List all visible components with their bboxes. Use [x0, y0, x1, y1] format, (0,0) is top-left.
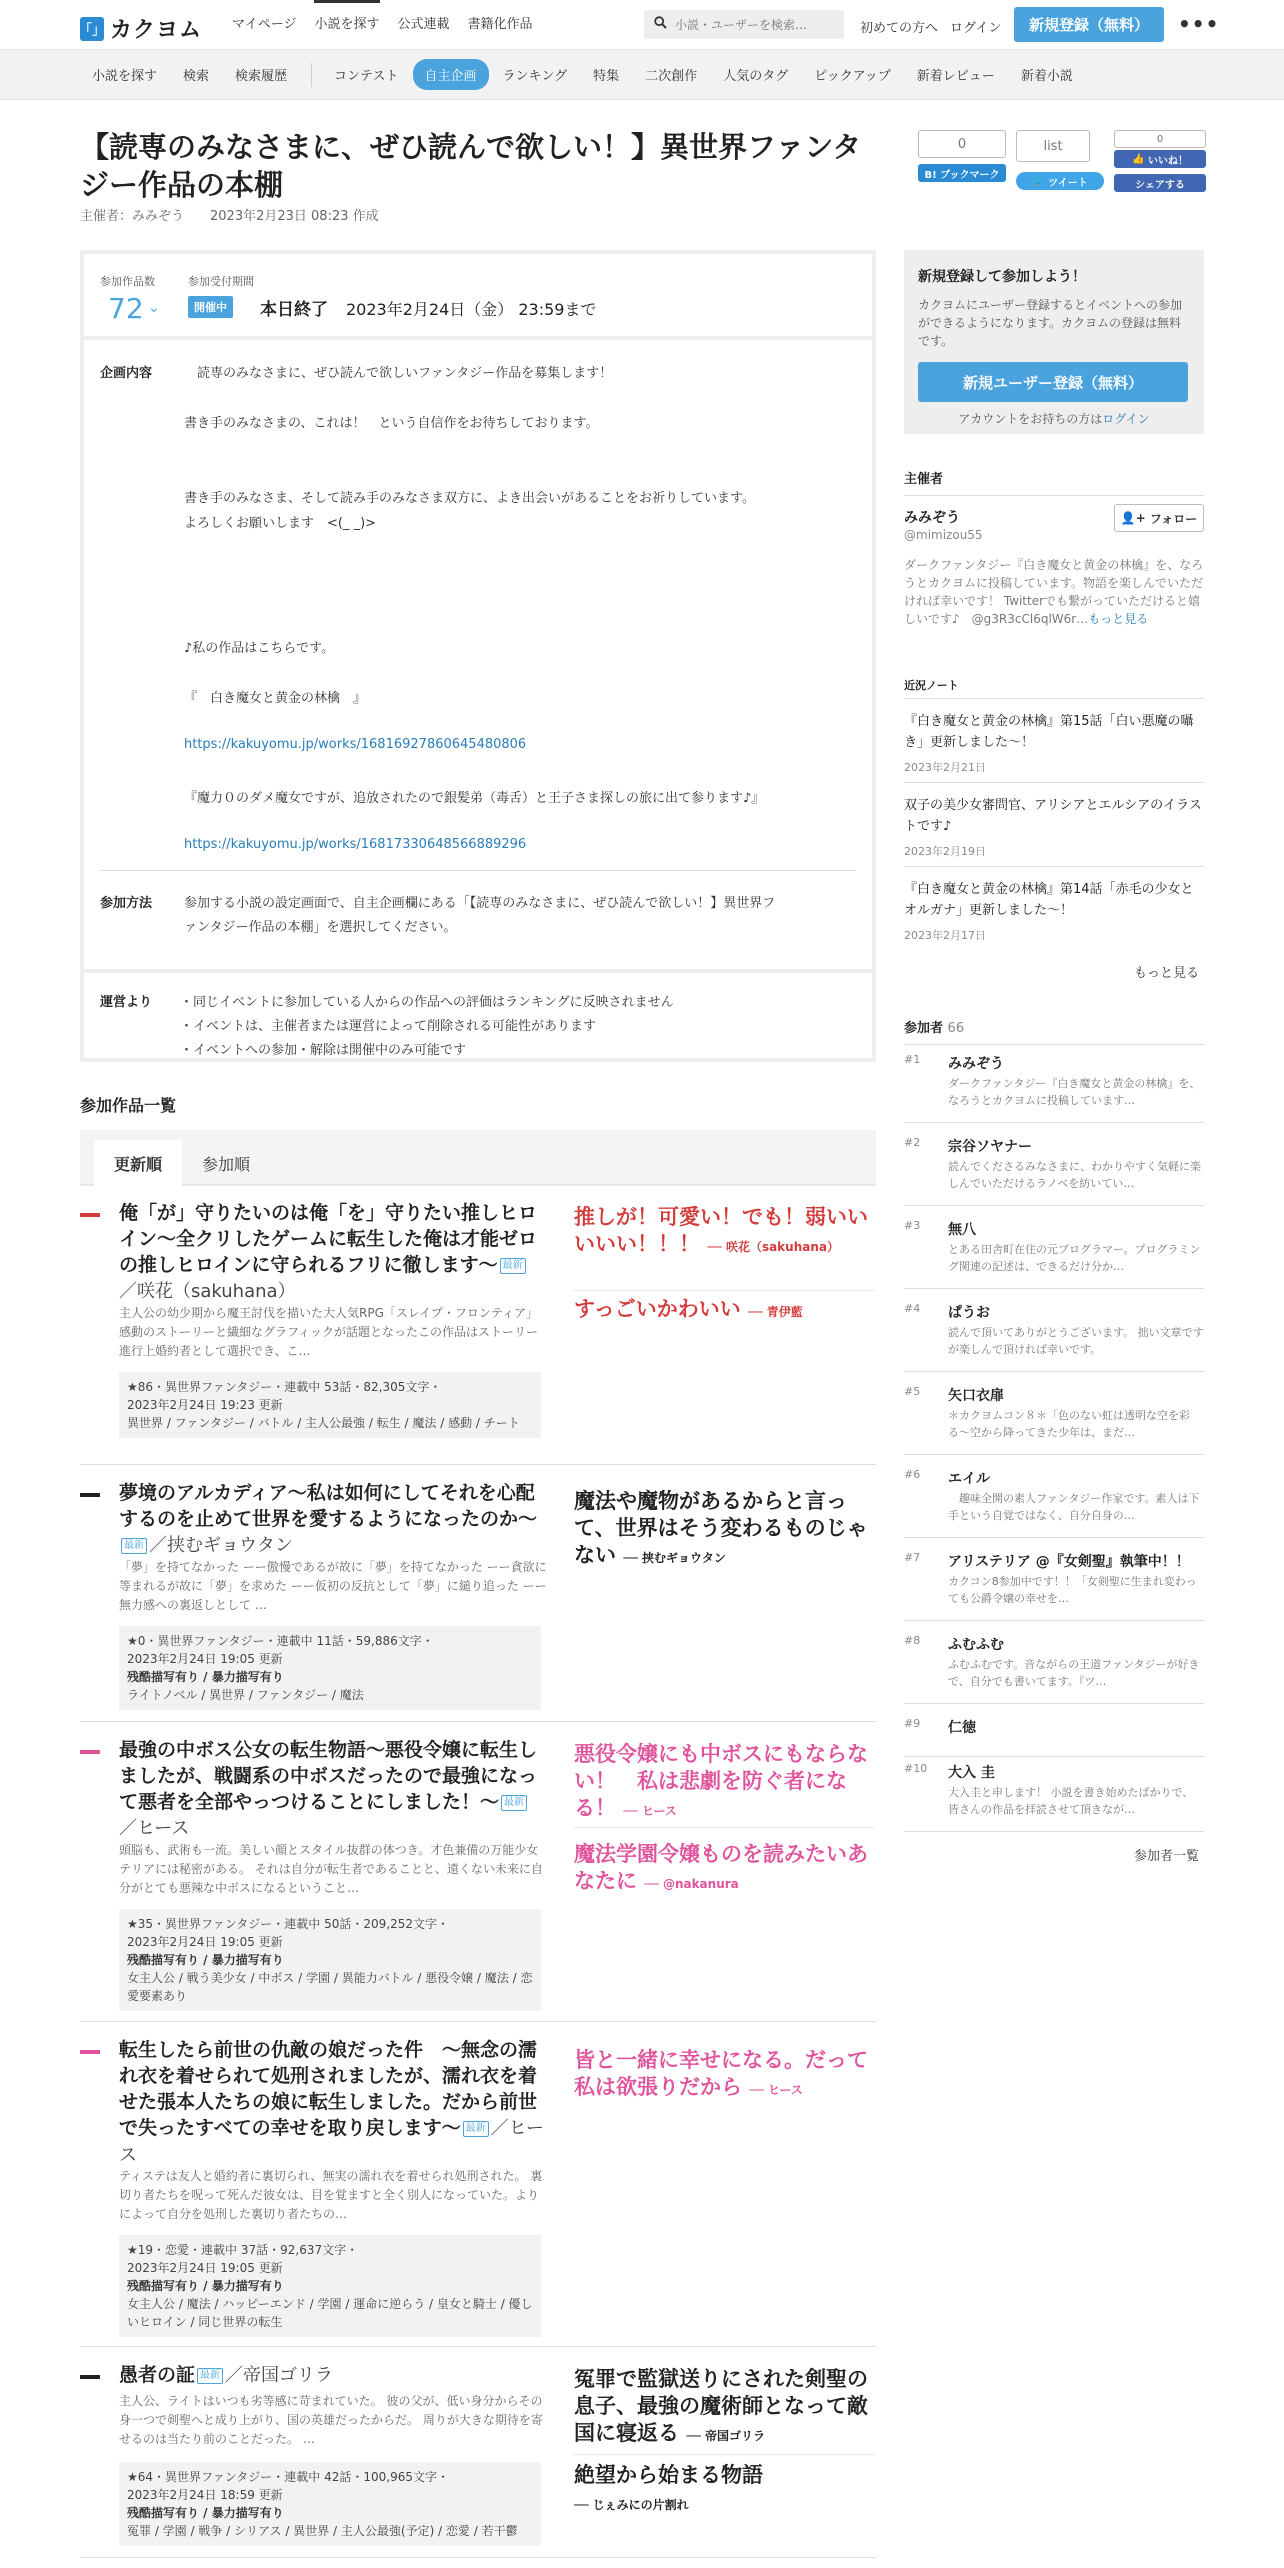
participant-item[interactable]: #1 みみぞう ダークファンタジー『白き魔女と黄金の林檎』を、なろうとカクヨムに投稿しています… — [904, 1053, 1204, 1123]
follow-button[interactable] — [1114, 504, 1204, 532]
search-input[interactable] — [675, 18, 825, 32]
work-meta: ★19・恋愛・連載中 37話・92,637文字・ 2023年2月24日 19:05 更新 残酷描写有り / 暴力描写有り 女主人公 / 魔法 / ハッピーエンド / 学園 / 運命に逆らう / 皇女と騎士 / 優しいヒロイン / 同じ世界の転生 — [119, 2235, 541, 2337]
review[interactable]: 冤罪で監獄送りにされた剣聖の息子、最強の魔術師となって敵国に寝返る ── 帝国ゴリラ — [574, 2367, 868, 2445]
review[interactable]: 絶望から始まる物語 ── じぇみにの片割れ — [574, 2463, 763, 2512]
participant-item[interactable]: #9 仁徳 — [904, 1717, 1204, 1757]
cta-login: アカウントをお持ちの方はログイン — [958, 412, 1150, 426]
participant-item[interactable]: #7 アリステリア @『女剣聖』執筆中！！ カクコン8参加中です！！「女剣聖に生まれ変わっても公爵令嬢の幸せを… — [904, 1551, 1204, 1621]
chevron-down-icon[interactable]: ⌄ — [148, 300, 160, 316]
subnav-find[interactable]: 小説を探す — [92, 69, 158, 84]
work-meta: ★86・異世界ファンタジー・連載中 53話・82,305文字・ 2023年2月24日 19:23 更新 異世界 / ファンタジー / バトル / 主人公最強 / 転生 / 魔法 / 感動 / チート — [119, 1372, 541, 1438]
work-author[interactable]: ／帝国ゴリラ — [225, 2365, 334, 2386]
review-divider — [574, 1290, 874, 1291]
organizer-line: 主催者：みみぞう 2023年2月23日 08:23 作成 — [80, 209, 379, 224]
event-info — [84, 254, 872, 340]
organizer-id: @mimizou55 — [904, 528, 983, 542]
new-badge: 最新 — [121, 1538, 147, 1554]
content-line: 書き手のみなさま、そして読み手のみなさま双方に、よき出会いがあることをお祈りしています。 — [184, 491, 755, 506]
nav-find-novels[interactable]: 小説を探す — [314, 0, 379, 50]
cta-text: カクヨムにユーザー登録するとイベントへの参加ができるようになります。カクヨムの登録は無料です。 — [918, 298, 1183, 348]
work-title[interactable]: 夢境のアルカディア〜私は如何にしてそれを心配するのを止めて世界を愛するようになったのか〜 最新 ／挟むギョウタン — [119, 1482, 538, 1556]
like-count: 0 — [1114, 130, 1206, 148]
work-color-bar — [80, 1750, 100, 1754]
new-badge: 最新 — [501, 1795, 527, 1811]
work-color-bar — [80, 2050, 100, 2054]
review[interactable]: 悪役令嬢にも中ボスにもならない！ 私は悲劇を防ぐ者になる！ ── ヒース — [574, 1742, 868, 1820]
note-line: ・イベントへの参加・解除は開催中のみ可能です — [180, 1043, 467, 1058]
method-line: 参加する小説の設定画面で、自主企画欄にある「【読専のみなさまに、ぜひ読んで欲しい！】異世界フ — [184, 896, 776, 911]
tab-updated[interactable]: 更新順 — [94, 1140, 182, 1186]
subnav-ranking[interactable]: ランキング — [502, 69, 568, 84]
work-item — [80, 1480, 876, 1722]
review-divider — [574, 2454, 874, 2455]
work-tags[interactable]: 女主人公 / 戦う美少女 / 中ボス / 学園 / 異能力バトル / 悪役令嬢 / 魔法 / 恋愛要素あり — [127, 1971, 533, 2003]
organizer-heading: 主催者 — [904, 468, 1204, 496]
global-nav — [232, 0, 551, 50]
subnav-search-history[interactable]: 検索履歴 — [235, 69, 288, 84]
nav-mypage[interactable]: マイページ — [232, 17, 297, 32]
participant-item[interactable]: #5 矢口衣扉 ＊カクヨムコン８＊「色のない虹は透明な空を彩る〜空から降ってきた少年は、まだ… — [904, 1385, 1204, 1455]
tweet-button[interactable] — [1016, 172, 1104, 190]
content-line: 書き手のみなさまの、これは！ という自信作をお待ちしております。 — [184, 416, 599, 431]
note-item[interactable]: 『白き魔女と黄金の林檎』第14話「赤毛の少女とオルガナ」更新しました〜！ 2023年2月17日 — [904, 866, 1204, 943]
review[interactable]: 皆と一緒に幸せになる。だって私は欲張りだから ── ヒース — [574, 2048, 868, 2099]
work-desc: 主人公の幼少期から魔王討伐を描いた大人気RPG「スレイプ・フロンティア」 感動のストーリーと繊細なグラフィックが話題となったこの作品はストーリー進行上婚約者として選択でき、こ… — [119, 1306, 539, 1358]
review[interactable]: 推しが！可愛い！でも！弱いいいいい！！！ ── 咲花（sakuhana） — [574, 1205, 868, 1256]
work-title[interactable]: 愚者の証 最新 ／帝国ゴリラ — [119, 2364, 334, 2386]
note-line: ・イベントは、主催者または運営によって削除される可能性があります — [180, 1019, 597, 1034]
participants-more-link[interactable]: 参加者一覧 — [1134, 1849, 1200, 1864]
work-author[interactable]: ／咲花（sakuhana） — [119, 1281, 296, 1302]
search-box[interactable] — [644, 10, 844, 39]
method-label: 参加方法 — [100, 896, 153, 911]
organizer-desc: ダークファンタジー『白き魔女と黄金の林檎』を、なろうとカクヨムに投稿しています。物語を楽しんでいただければ幸いです！ Twitterでも繋がっていただけると嬉しいです♪ @g3R3cCl6qlW6r…もっと見る — [904, 558, 1204, 626]
work-tags[interactable]: 冤罪 / 学園 / 戦争 / シリアス / 異世界 / 主人公最強(予定) / 恋愛 / 若干鬱 — [127, 2524, 518, 2538]
more-link[interactable]: もっと見る — [1088, 612, 1149, 626]
participant-item[interactable]: #2 宗谷ソヤナー 読んでくださるみなさまに、わかりやすく気軽に楽しんでいただけるラノベを紡いてい… — [904, 1136, 1204, 1206]
bookmark-count: 0 — [918, 130, 1006, 158]
recent-notes-heading: 近況ノート — [904, 679, 959, 692]
subnav-fanfic[interactable]: 二次創作 — [645, 69, 698, 84]
nav-official-serial[interactable]: 公式連載 — [397, 17, 450, 32]
work-title[interactable]: 最強の中ボス公女の転生物語〜悪役令嬢に転生しましたが、戦闘系の中ボスだったので最強になって悪者を全部やっつけることにしました！〜 最新 ／ヒース — [119, 1739, 538, 1839]
work-title[interactable]: 転生したら前世の仇敵の娘だった件 〜無念の濡れ衣を着せられて処刑されましたが、濡れ衣を着せた張本人たちの娘に転生しました。だから前世で失ったすべての幸せを取り戻します〜 最新 ／ヒース — [119, 2039, 544, 2166]
participant-item[interactable]: #6 エイル 趣味全開の素人ファンタジー作家です。素人は下手という自覚ではなく、自分自身の… — [904, 1468, 1204, 1538]
work-meta: ★0・異世界ファンタジー・連載中 11話・59,886文字・ 2023年2月24日 19:05 更新 残酷描写有り / 暴力描写有り ライトノベル / 異世界 / ファンタジー / 魔法 — [119, 1626, 541, 1710]
review[interactable]: 魔法や魔物があるからと言って、世界はそう変わるものじゃない ── 挟むギョウタン — [574, 1489, 868, 1567]
signup-button[interactable]: 新規登録（無料） — [1014, 7, 1164, 42]
work-item — [80, 1737, 876, 2022]
period-label: 参加受付期間 — [188, 275, 254, 288]
event-detail-box — [80, 250, 876, 1062]
work-link[interactable]: https://kakuyomu.jp/works/16817330648566889296 — [184, 837, 527, 852]
global-header — [0, 0, 1284, 50]
content-line: よろしくお願いします <(_ _)> — [184, 516, 377, 531]
work-desc: 「夢」を持てなかった ーー傲慢であるが故に「夢」を持てなかった ーー貪欲に等まれるが故に「夢」を求めた ーー仮初の反抗として「夢」に縋り追った ーー無力感への裏返しとして … — [119, 1560, 547, 1612]
tab-joined[interactable]: 参加順 — [201, 1154, 250, 1174]
works-tabs — [80, 1130, 876, 1186]
login-link[interactable]: ログイン — [950, 21, 1002, 36]
work-color-bar — [80, 1213, 100, 1217]
work-author[interactable]: ／ヒース — [119, 2118, 544, 2166]
note-item[interactable]: 双子の美少女審問官、アリシアとエルシアのイラストです♪ 2023年2月19日 — [904, 782, 1204, 859]
register-button[interactable]: 新規ユーザー登録（無料） — [918, 362, 1188, 402]
share-buttons — [918, 130, 1208, 200]
end-date: 2023年2月24日（金） 23:59まで — [346, 300, 597, 319]
sub-nav — [0, 50, 1284, 100]
note-line: ・同じイベントに参加している人からの作品への評価はランキングに反映されません — [180, 995, 674, 1010]
notes-label: 運営より — [100, 995, 153, 1010]
first-time-link[interactable]: 初めての方へ — [860, 21, 939, 36]
subnav-pickup[interactable]: ピックアップ — [814, 69, 891, 84]
site-logo[interactable] — [80, 13, 202, 44]
subnav-divider — [311, 63, 312, 87]
review[interactable]: すっごいかわいい ── 青伊藍 — [574, 1297, 803, 1321]
subnav-user-events[interactable]: 自主企画 — [413, 59, 489, 90]
subnav-popular-tags[interactable]: 人気のタグ — [723, 69, 789, 84]
works-heading: 参加作品一覧 — [80, 1096, 177, 1115]
cta-login-link[interactable]: ログイン — [1102, 412, 1150, 426]
content-line: ♪私の作品はこちらです。 — [184, 641, 335, 656]
logo-mark: 「」 — [80, 17, 104, 41]
new-badge: 最新 — [463, 2121, 489, 2137]
review-divider — [574, 1827, 874, 1828]
work-meta: ★35・異世界ファンタジー・連載中 50話・209,252文字・ 2023年2月24日 19:05 更新 残酷描写有り / 暴力描写有り 女主人公 / 戦う美少女 / 中ボス / 学園 / 異能力バトル / 悪役令嬢 / 魔法 / 恋愛要素あり — [119, 1909, 541, 2011]
signup-cta — [904, 250, 1204, 434]
subnav-feature[interactable]: 特集 — [593, 69, 620, 84]
method-line: ァンタジー作品の本棚」を選択してください。 — [184, 920, 457, 935]
nav-published-books[interactable]: 書籍化作品 — [467, 17, 533, 32]
cta-title: 新規登録して参加しよう！ — [918, 269, 1086, 285]
work-author[interactable]: ／挟むギョウタン — [149, 1535, 293, 1556]
more-menu-icon[interactable]: ••• — [1178, 12, 1220, 36]
user-plus-icon: 👤+ — [1120, 511, 1150, 525]
work-tags[interactable]: 女主人公 / 魔法 / ハッピーエンド / 学園 / 運命に逆らう / 皇女と騎士 / 優しいヒロイン / 同じ世界の転生 — [127, 2297, 533, 2329]
thumbs-up-icon: 👍 — [1132, 153, 1148, 165]
participant-item[interactable]: #8 ふむふむ ふむふむです。音ながらの王道ファンタジーが好きで、自分でも書いてます。『ツ… — [904, 1634, 1204, 1704]
subnav-new-reviews[interactable]: 新着レビュー — [916, 69, 995, 84]
work-tags[interactable]: 異世界 / ファンタジー / バトル / 主人公最強 / 転生 / 魔法 / 感動 / チート — [127, 1416, 520, 1430]
content-label: 企画内容 — [100, 366, 153, 381]
work-link[interactable]: https://kakuyomu.jp/works/16816927860645480806 — [184, 737, 527, 752]
count-label: 参加作品数 — [100, 275, 155, 288]
work-desc: 頭脳も、武術も一流。美しい顔とスタイル抜群の体つき。才色兼備の万能少女テリアには秘密がある。 それは自分が転生者であることと、遠くない未来に自分がとても悪辣な中ボスになるということ… — [119, 1843, 543, 1895]
content-line: 読専のみなさまに、ぜひ読んで欲しいファンタジー作品を募集します！ — [184, 366, 613, 381]
like-label: いいね！ — [1147, 155, 1188, 167]
work-meta: ★64・異世界ファンタジー・連載中 42話・100,965文字・ 2023年2月24日 18:59 更新 残酷描写有り / 暴力描写有り 冤罪 / 学園 / 戦争 / シリアス / 異世界 / 主人公最強(予定) / 恋愛 / 若干鬱 — [119, 2462, 541, 2546]
hatena-bookmark-button[interactable]: B! ブックマーク — [918, 164, 1006, 182]
work-title[interactable]: 俺「が」守りたいのは俺「を」守りたい推しヒロイン〜全クリしたゲームに転生した俺は才能ゼロの推しヒロインに守られるフリに徹します〜 最新 ／咲花（sakuhana） — [119, 1202, 538, 1302]
participant-item[interactable]: #3 無八 とある田舎町在住の元プログラマー。プログラミング関連の記述は、できるだけ分か… — [904, 1219, 1204, 1289]
review[interactable]: 魔法学園令嬢ものを読みたいあなたに ── @nakanura — [574, 1842, 868, 1893]
list-button[interactable]: list — [1016, 130, 1090, 162]
search-icon — [654, 16, 667, 33]
participant-item[interactable]: #4 ぱうお 読んで頂いてありがとうございます。 拙い文章ですが楽しんで頂ければ幸いです。 — [904, 1302, 1204, 1372]
work-color-bar — [80, 1493, 100, 1497]
operator-notes — [84, 969, 872, 1058]
work-author[interactable]: ／ヒース — [119, 1818, 190, 1839]
work-item — [80, 1200, 876, 1465]
content-line: 『 白き魔女と黄金の林檎 』 — [184, 691, 367, 706]
subnav-contest[interactable]: コンテスト — [334, 69, 399, 84]
new-badge: 最新 — [500, 1258, 526, 1274]
participant-item[interactable]: #10 大入 圭 大入圭と申します！ 小説を書き始めたばかりで、皆さんの作品を拝読させて頂きなが… — [904, 1762, 1204, 1832]
subnav-new-novels[interactable]: 新着小説 — [1020, 69, 1073, 84]
divider — [100, 870, 856, 871]
new-badge: 最新 — [197, 2368, 223, 2384]
organizer-name[interactable]: みみぞう — [904, 510, 960, 526]
twitter-icon: 🐦 — [1032, 175, 1049, 187]
work-item — [80, 2362, 876, 2558]
work-desc: 主人公、ライトはいつも劣等感に苛まれていた。 彼の父が、低い身分からその身一つで剣聖へと成り上がり、国の英雄だったからだ。 周りが大きな期待を寄せるのは当たり前のことだった。 … — [119, 2394, 543, 2446]
work-desc: ティステは友人と婚約者に裏切られ、無実の濡れ衣を着せられ処刑された。 裏切り者たちを呪って死んだ彼女は、目を覚ますと全く別人になっていた。よりによって自分を処刑した裏切り者たちの… — [119, 2169, 543, 2221]
work-color-bar — [80, 2375, 100, 2379]
work-tags[interactable]: ライトノベル / 異世界 / ファンタジー / 魔法 — [127, 1688, 364, 1702]
ends-today: 本日終了 — [260, 300, 328, 320]
facebook-share-button[interactable]: シェアする — [1114, 174, 1206, 192]
logo-text: カクヨム — [110, 18, 203, 43]
facebook-like-button[interactable] — [1114, 150, 1206, 168]
notes-more-link[interactable]: もっと見る — [1134, 966, 1200, 981]
entry-count[interactable]: 72 — [108, 292, 144, 325]
tweet-label: ツイート — [1048, 177, 1088, 189]
status-badge: 開催中 — [188, 296, 233, 318]
participants-heading: 参加者 66 — [904, 1017, 1204, 1045]
note-item[interactable]: 『白き魔女と黄金の林檎』第15話「白い悪魔の囁き」更新しました〜！ 2023年2月21日 — [904, 698, 1204, 775]
follow-label: フォロー — [1149, 511, 1198, 526]
page-title: 【読専のみなさまに、ぜひ読んで欲しい！】異世界ファンタジー作品の本棚 — [80, 130, 862, 202]
content-line: 『魔力０のダメ魔女ですが、追放されたので銀髪弟（毒舌）と王子さま探しの旅に出て参ります♪』 — [184, 791, 765, 806]
work-item — [80, 2037, 876, 2347]
subnav-search[interactable]: 検索 — [183, 69, 210, 84]
